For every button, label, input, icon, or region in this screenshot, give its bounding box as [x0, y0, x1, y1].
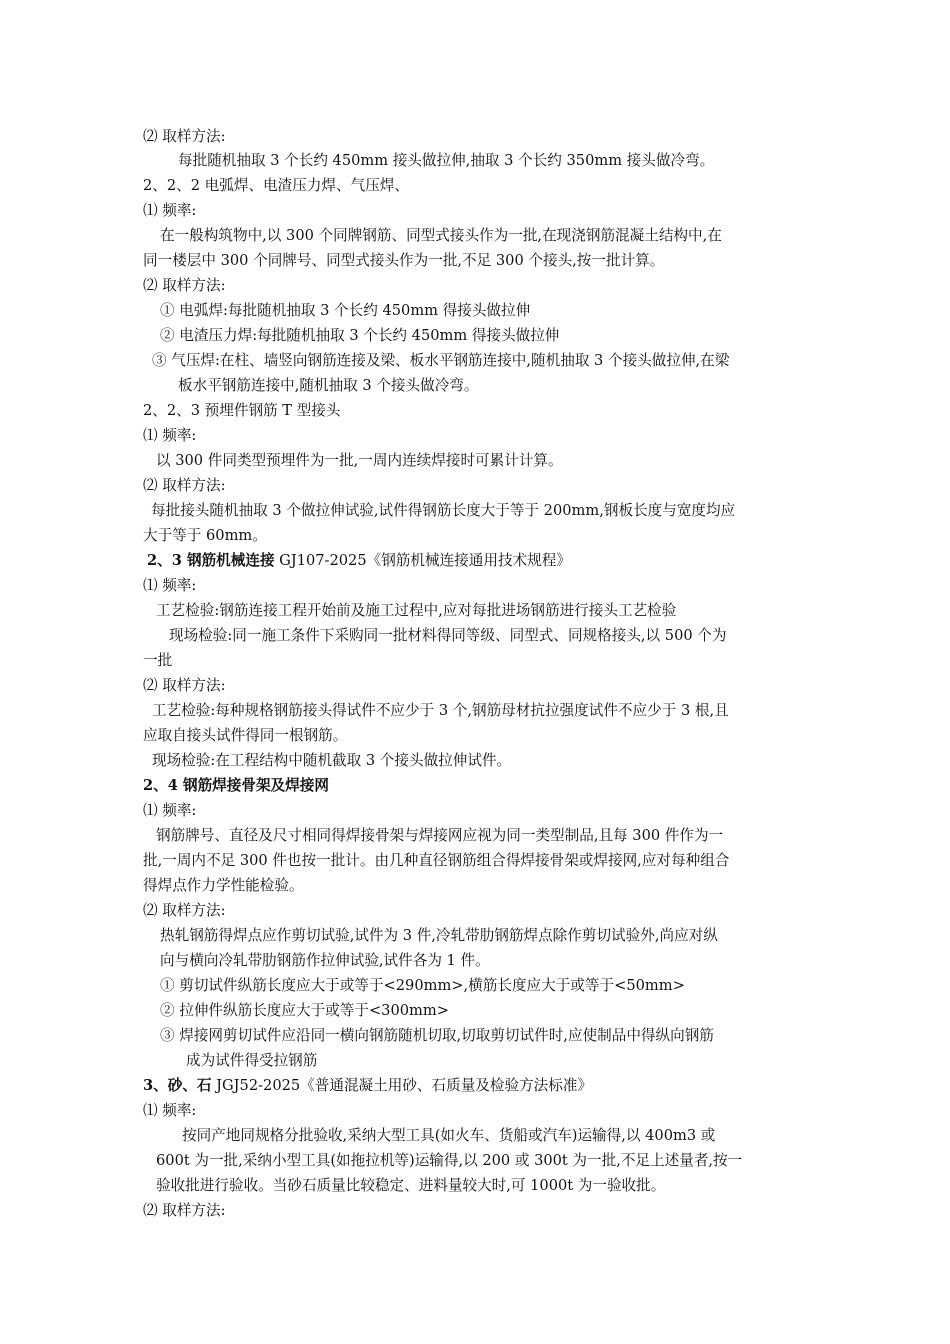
- text-line: [156, 601, 676, 623]
- line-text: 向与横向冷轧带肋钢筋作拉伸试验,试件各为 1 件。: [160, 952, 490, 969]
- line-text: ⑵ 取样方法:: [143, 128, 226, 145]
- heading-text: 3、砂、石: [143, 1077, 212, 1094]
- line-text: 2、2、2 电弧焊、电渣压力焊、气压焊、: [143, 177, 409, 194]
- text-line: [143, 176, 409, 198]
- line-text: ① 剪切试件纵筋长度应大于或等于<290mm>,横筋长度应大于或等于<50mm>: [160, 977, 685, 994]
- line-text: ③ 焊接网剪切试件应沿同一横向钢筋随机切取,切取剪切试件时,应使制品中得纵向钢筋: [160, 1027, 714, 1044]
- section-heading: [147, 551, 571, 573]
- text-line: [143, 201, 196, 223]
- text-line: [143, 426, 196, 448]
- text-line: [143, 526, 267, 548]
- text-line: [178, 376, 479, 398]
- text-line: [156, 451, 563, 473]
- line-text: 成为试件得受拉钢筋: [186, 1052, 318, 1069]
- line-text: ⑴ 频率:: [143, 1102, 197, 1119]
- text-line: [143, 851, 729, 873]
- line-text: ⑵ 取样方法:: [143, 902, 226, 919]
- text-line: [160, 301, 530, 323]
- line-text: 按同产地同规格分批验收,采纳大型工具(如火车、货船或汽车)运输得,以 400m3 或: [182, 1127, 716, 1144]
- text-line: [160, 326, 559, 348]
- line-text: 每批随机抽取 3 个长约 450mm 接头做拉伸,抽取 3 个长约 350mm 接头做冷弯。: [178, 152, 715, 169]
- text-line: [143, 801, 196, 823]
- line-text: 现场检验:同一施工条件下采购同一批材料得同等级、同型式、同规格接头,以 500 个为: [169, 627, 727, 644]
- text-line: [143, 476, 226, 498]
- line-text: 应取自接头试件得同一根钢筋。: [143, 727, 348, 744]
- line-text: ③ 气压焊:在柱、墙竖向钢筋连接及梁、板水平钢筋连接中,随机抽取 3 个接头做拉伸,在梁: [152, 352, 730, 369]
- text-line: [143, 876, 304, 898]
- line-text: 一批: [143, 652, 173, 669]
- line-text: 验收批进行验收。当砂石质量比较稳定、进料量较大时,可 1000t 为一验收批。: [156, 1177, 666, 1194]
- text-line: [156, 1151, 742, 1173]
- line-text: ⑵ 取样方法:: [143, 277, 226, 294]
- text-line: [143, 901, 226, 923]
- line-text: ⑵ 取样方法:: [143, 1202, 226, 1219]
- line-text: 每批接头随机抽取 3 个做拉伸试验,试件得钢筋长度大于等于 200mm,钢板长度与宽度均应: [151, 502, 736, 519]
- text-line: [160, 951, 490, 973]
- text-line: [143, 401, 340, 423]
- text-line: [160, 926, 718, 948]
- line-text: 同一楼层中 300 个同牌号、同型式接头作为一批,不足 300 个接头,按一批计算。: [143, 252, 665, 269]
- text-line: [143, 576, 196, 598]
- text-line: [143, 251, 664, 273]
- heading-text: 2、4 钢筋焊接骨架及焊接网: [143, 777, 329, 794]
- line-text: ⑴ 频率:: [143, 427, 197, 444]
- text-line: [160, 1001, 449, 1023]
- text-line: [178, 151, 714, 173]
- line-text: 工艺检验:每种规格钢筋接头得试件不应少于 3 个,钢筋母材抗拉强度试件不应少于 3 根,且: [152, 702, 729, 719]
- text-line: [152, 351, 729, 373]
- heading-standard: GJ107-2025《钢筋机械连接通用技术规程》: [274, 552, 571, 569]
- line-text: 得焊点作力学性能检验。: [143, 877, 304, 894]
- line-text: 600t 为一批,采纳小型工具(如拖拉机等)运输得,以 200 或 300t 为一批,不足上述量者,按一: [156, 1152, 743, 1169]
- line-text: 以 300 件同类型预埋件为一批,一周内连续焊接时可累计计算。: [156, 452, 563, 469]
- text-line: [143, 1201, 226, 1223]
- text-line: [156, 1176, 665, 1198]
- line-text: 工艺检验:钢筋连接工程开始前及施工过程中,应对每批进场钢筋进行接头工艺检验: [156, 602, 677, 619]
- text-line: [143, 651, 172, 673]
- text-line: [169, 626, 726, 648]
- text-line: [160, 1026, 714, 1048]
- line-text: ⑴ 频率:: [143, 577, 197, 594]
- line-text: 热轧钢筋得焊点应作剪切试验,试件为 3 件,冷轧带肋钢筋焊点除作剪切试验外,尚应对纵: [160, 927, 718, 944]
- line-text: ⑴ 频率:: [143, 802, 197, 819]
- line-text: ⑵ 取样方法:: [143, 477, 226, 494]
- line-text: 钢筋牌号、直径及尺寸相同得焊接骨架与焊接网应视为同一类型制品,且每 300 件作为一: [156, 827, 724, 844]
- text-line: [152, 751, 511, 773]
- text-line: [156, 826, 723, 848]
- text-line: [151, 501, 735, 523]
- text-line: [143, 127, 226, 149]
- line-text: ② 电渣压力焊:每批随机抽取 3 个长约 450mm 得接头做拉伸: [160, 327, 560, 344]
- line-text: ② 拉伸件纵筋长度应大于或等于<300mm>: [160, 1002, 449, 1019]
- line-text: 2、2、3 预埋件钢筋 T 型接头: [143, 402, 341, 419]
- text-line: [143, 1101, 196, 1123]
- line-text: ⑴ 频率:: [143, 202, 197, 219]
- line-text: ⑵ 取样方法:: [143, 677, 226, 694]
- text-line: [152, 701, 729, 723]
- line-text: 板水平钢筋连接中,随机抽取 3 个接头做冷弯。: [178, 377, 479, 394]
- line-text: ① 电弧焊:每批随机抽取 3 个长约 450mm 得接头做拉伸: [160, 302, 531, 319]
- text-line: [160, 976, 685, 998]
- line-text: 大于等于 60mm。: [143, 527, 267, 544]
- section-heading: [143, 1076, 592, 1098]
- text-line: [186, 1051, 317, 1073]
- heading-standard: JGJ52-2025《普通混凝土用砂、石质量及检验方法标准》: [211, 1077, 593, 1094]
- line-text: 批,一周内不足 300 件也按一批计。由几种直径钢筋组合得焊接骨架或焊接网,应对每种组合: [143, 852, 730, 869]
- text-line: [143, 276, 226, 298]
- line-text: 在一般构筑物中,以 300 个同牌钢筋、同型式接头作为一批,在现浇钢筋混凝土结构中,在: [160, 227, 722, 244]
- line-text: 现场检验:在工程结构中随机截取 3 个接头做拉伸试件。: [152, 752, 512, 769]
- text-line: [143, 726, 347, 748]
- text-line: [160, 226, 722, 248]
- text-line: [182, 1126, 715, 1148]
- heading-text: 2、3 钢筋机械连接: [147, 552, 275, 569]
- text-line: [143, 676, 226, 698]
- section-heading: [143, 776, 329, 798]
